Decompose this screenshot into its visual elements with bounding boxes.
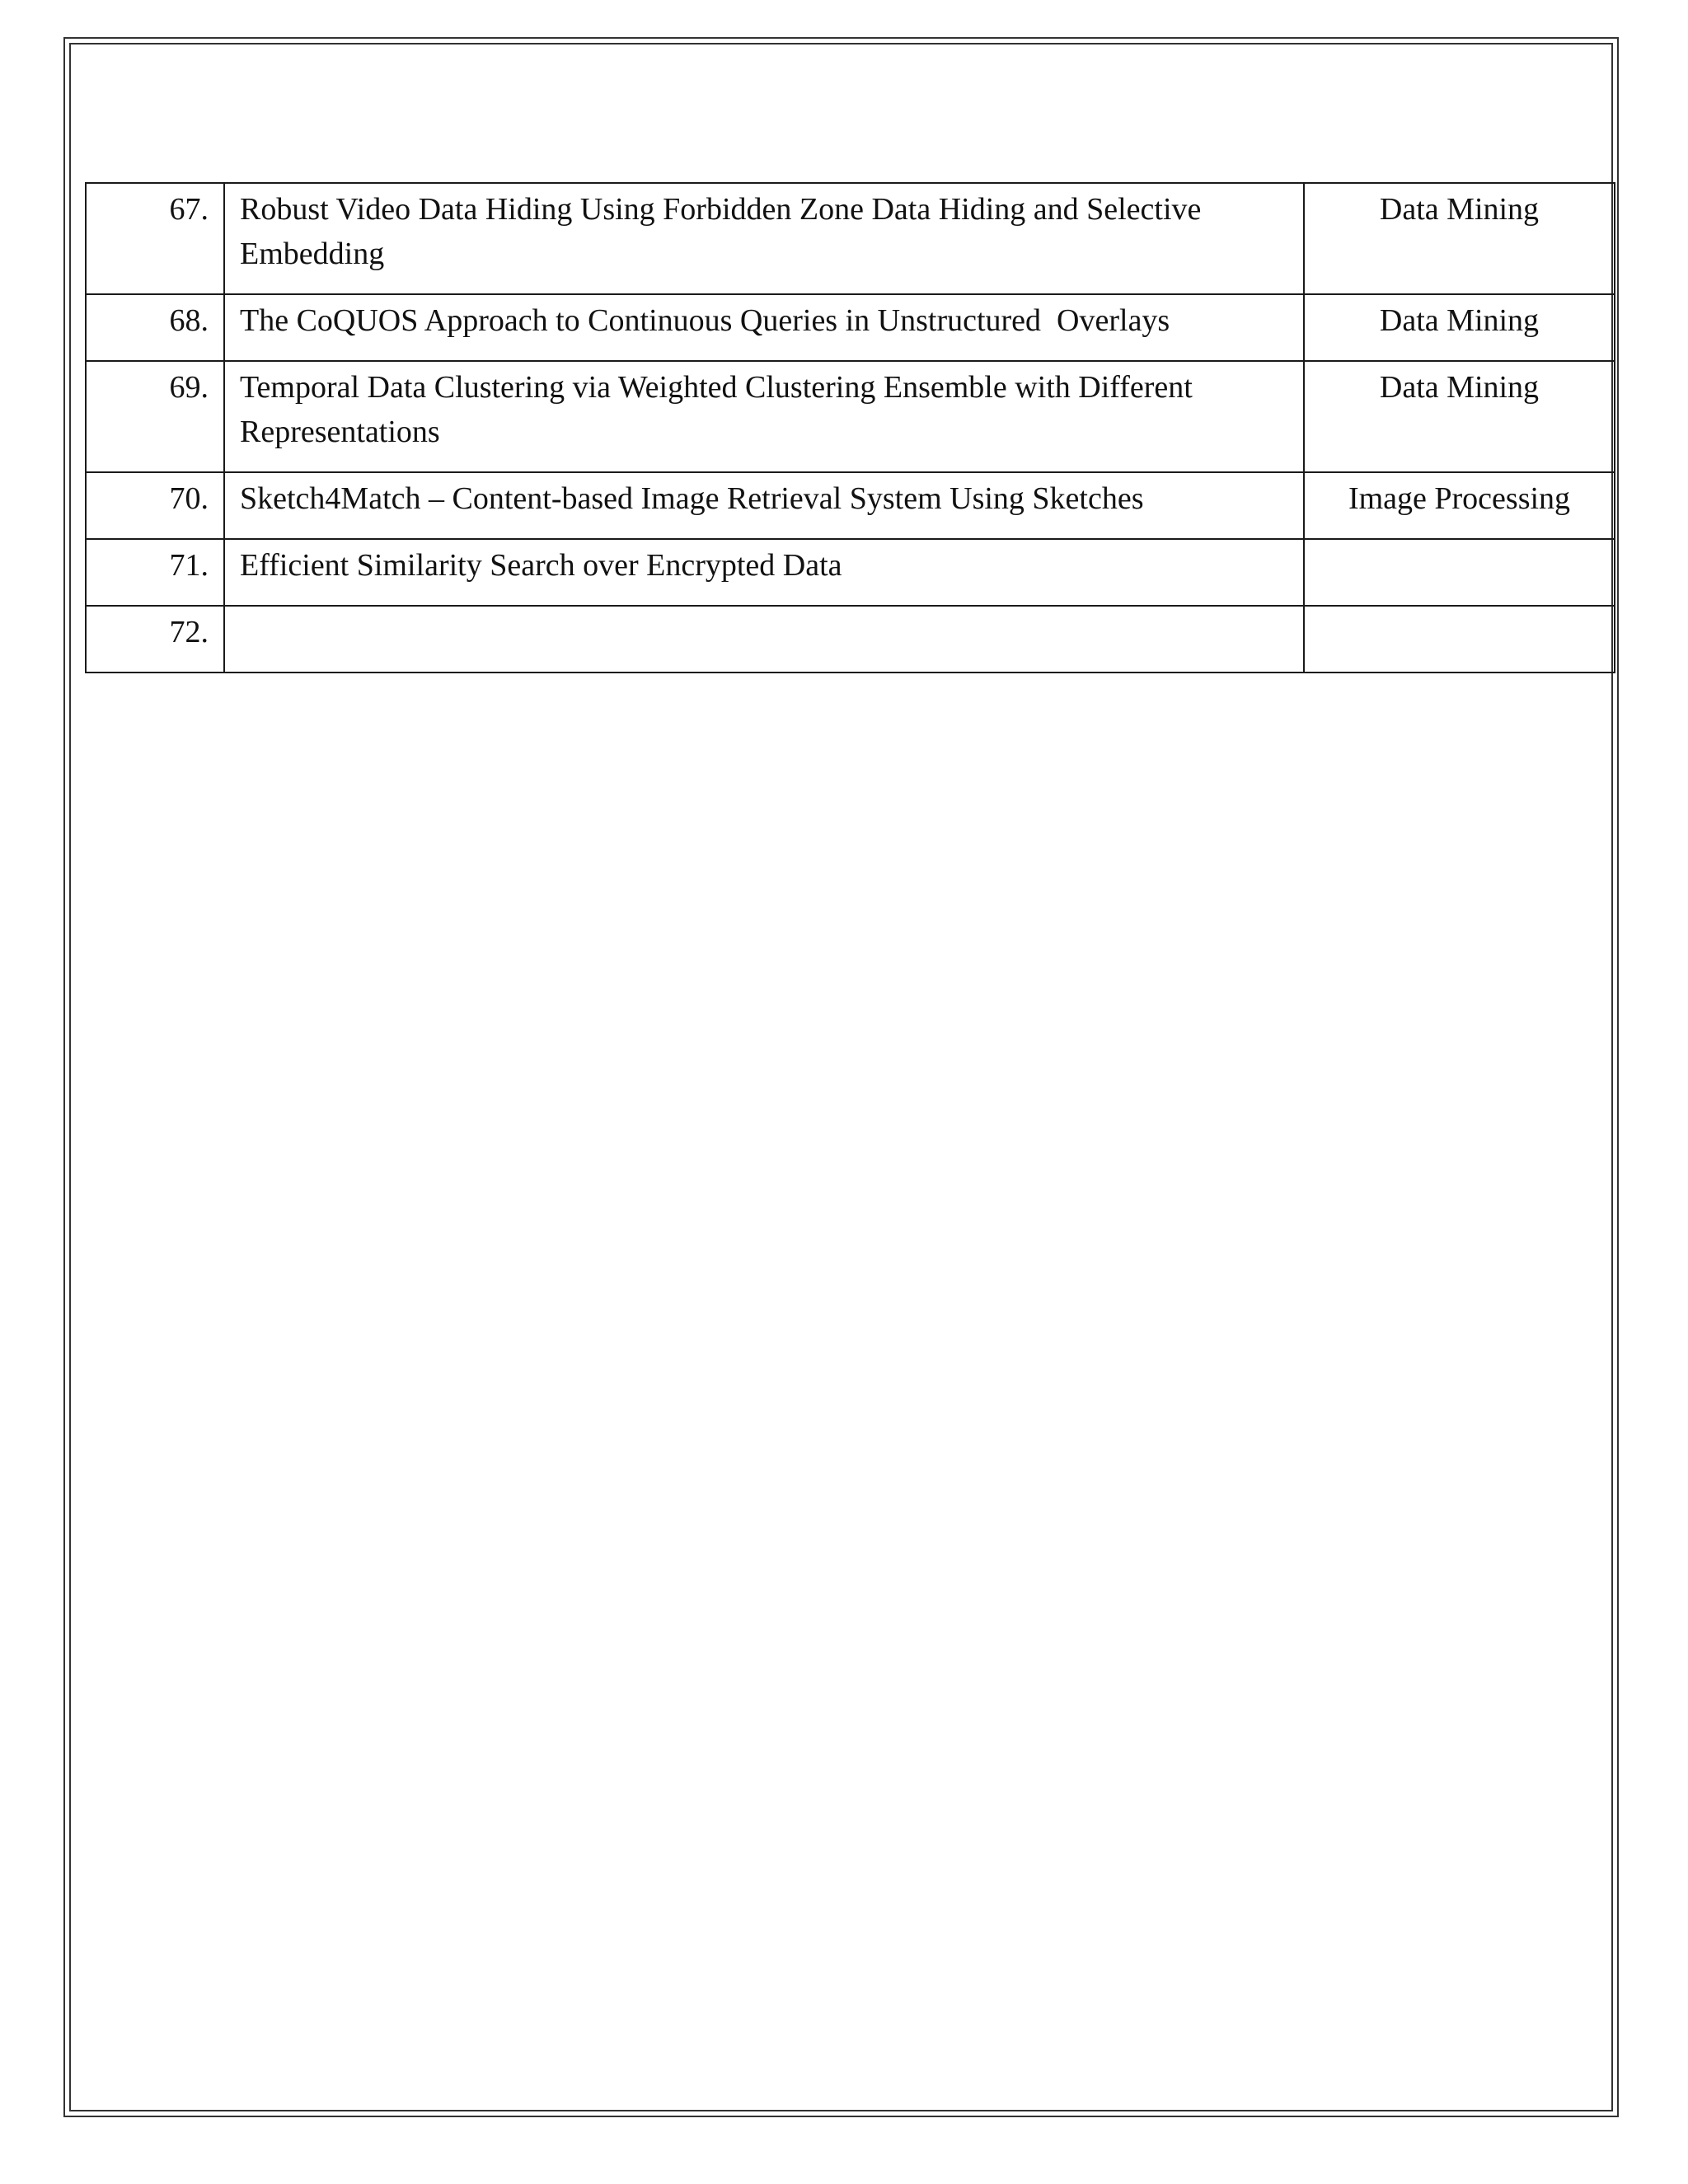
project-domain: Data Mining [1304, 361, 1615, 472]
project-domain [1304, 606, 1615, 673]
project-table [85, 182, 1615, 673]
project-domain: Data Mining [1304, 183, 1615, 294]
project-domain: Data Mining [1304, 294, 1615, 361]
table-row [86, 472, 1615, 539]
row-number: 67. [86, 183, 224, 294]
project-title [224, 606, 1304, 673]
row-number: 71. [86, 539, 224, 606]
project-title: Robust Video Data Hiding Using Forbidden Zone Data Hiding and Selective Embedding [224, 183, 1304, 294]
table-row [86, 606, 1615, 673]
table-row [86, 361, 1615, 472]
row-number: 72. [86, 606, 224, 673]
project-title: Efficient Similarity Search over Encrypted Data [224, 539, 1304, 606]
row-number: 69. [86, 361, 224, 472]
row-number: 70. [86, 472, 224, 539]
project-domain: Image Processing [1304, 472, 1615, 539]
project-title: The CoQUOS Approach to Continuous Queries in Unstructured Overlays [224, 294, 1304, 361]
row-number: 68. [86, 294, 224, 361]
table-row [86, 183, 1615, 294]
table-row [86, 539, 1615, 606]
project-title: Temporal Data Clustering via Weighted Clustering Ensemble with Different Representations [224, 361, 1304, 472]
table-row [86, 294, 1615, 361]
project-title: Sketch4Match – Content-based Image Retrieval System Using Sketches [224, 472, 1304, 539]
project-domain [1304, 539, 1615, 606]
